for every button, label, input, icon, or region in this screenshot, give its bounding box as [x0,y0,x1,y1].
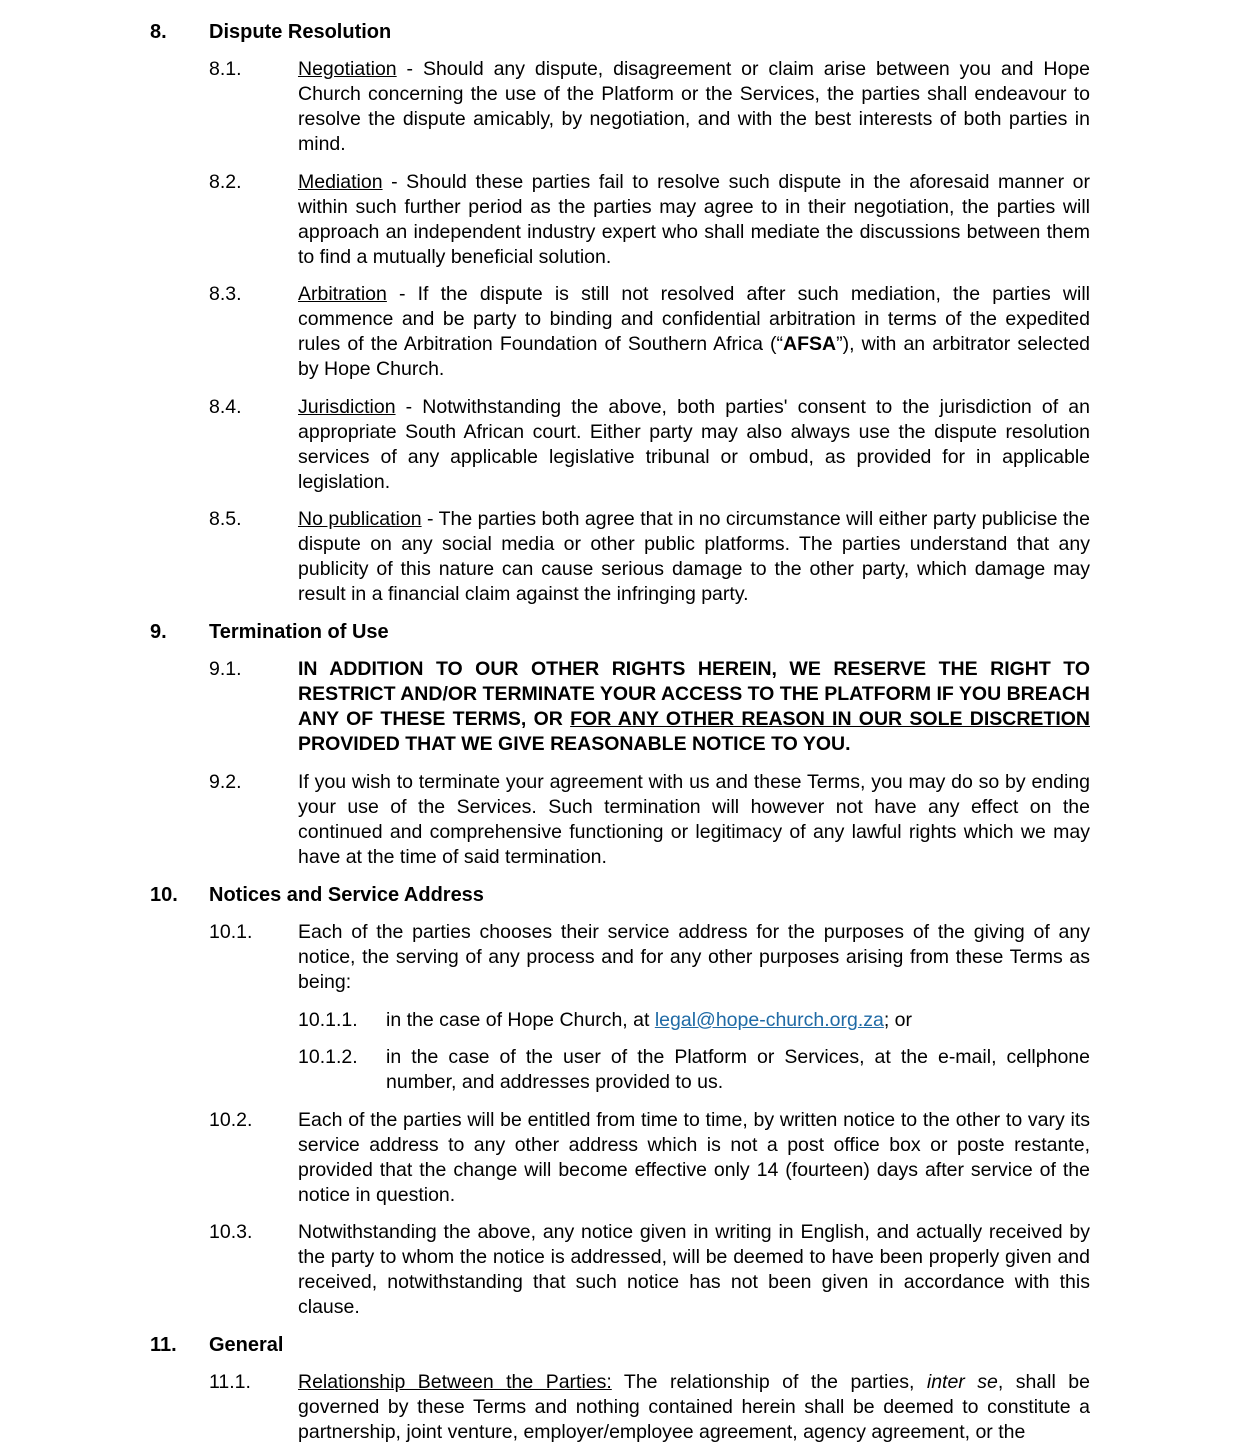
clause-8-5 [209,507,1090,607]
clause-text: Each of the parties chooses their service address for the purposes of the giving of any notice, the serving of any process and for any other purposes arising from these Terms as being: [298,921,1090,993]
clause-number: 8.5. [209,508,242,530]
clause-heading: Relationship Between the Parties: [298,1371,612,1393]
clause-8-3 [209,282,1090,382]
clause-11-1 [209,1370,1090,1445]
clause-heading: No publication [298,508,422,530]
clause-text: - Notwithstanding the above, both parties' consent to the jurisdiction of an appropriate South African court. Either party may also always use the dispute resolution services of any applicable legislative tribunal or ombud, as provided for in applicable legislation. [298,396,1090,493]
section-title: Dispute Resolution [209,21,392,43]
clause-text: The relationship of the parties, [611,1371,927,1393]
subclause-10-1-1 [298,1008,1090,1033]
clause-number: 9.1. [209,658,242,680]
subclause-number: 10.1.1. [298,1009,358,1031]
clause-heading: Negotiation [298,58,397,80]
subclause-number: 10.1.2. [298,1046,358,1068]
clause-heading: Jurisdiction [298,396,396,418]
clause-text-cont: PROVIDED THAT WE GIVE REASONABLE NOTICE TO YOU. [298,733,851,755]
clause-number: 8.3. [209,283,242,305]
clause-text: Each of the parties will be entitled from time to time, by written notice to the other to vary its service address to any other address which is not a post office box or poste restante, provided that the change will become effective only 14 (fourteen) days after service of the notice in question. [298,1109,1090,1206]
clause-9-2 [209,770,1090,870]
subclause-text: in the case of Hope Church, at [386,1009,655,1031]
clause-number: 11.1. [209,1371,251,1393]
section-title: Notices and Service Address [209,884,484,906]
clause-text-cont: ”), with an arbitrator selected by Hope Church. [298,333,1091,380]
clause-number: 8.1. [209,58,242,80]
clause-8-2 [209,170,1090,270]
clause-number: 8.4. [209,396,242,418]
clause-number: 9.2. [209,771,242,793]
clause-number: 10.1. [209,921,253,943]
clause-text: - Should these parties fail to resolve such dispute in the aforesaid manner or within such further period as the parties may agree to in their negotiation, the parties will approach an independent industry expert who shall mediate the discussions between them to find a mutually beneficial solution. [298,171,1090,268]
section-number: 10. [150,884,178,906]
clause-number: 10.2. [209,1109,253,1131]
clause-text: - The parties both agree that in no circumstance will either party publicise the dispute on any social media or other public platforms. The parties understand that any publicity of this nature can cause serious damage to the other party, which damage may result in a financial claim against the infringing party. [298,508,1090,605]
clause-text-italic: inter se [926,1371,998,1393]
section-number: 9. [150,621,167,643]
section-title: Termination of Use [209,621,389,643]
clause-9-1 [209,657,1090,757]
subclause-text: in the case of the user of the Platform or Services, at the e-mail, cellphone number, and addresses provided to us. [386,1046,1090,1093]
clause-heading: Arbitration [298,283,387,305]
clause-10-3 [209,1220,1090,1320]
clause-8-4 [209,395,1090,495]
clause-10-2 [209,1108,1090,1208]
defined-term-afsa: AFSA [783,333,837,355]
section-number: 11. [150,1334,177,1356]
clause-8-1 [209,57,1090,157]
clause-text: - If the dispute is still not resolved after such mediation, the parties will commence and be party to binding and confidential arbitration in terms of the expedited rules of the Arbitration Foundation of Southern Africa (“ [298,283,1090,355]
email-link[interactable]: legal@hope-church.org.za [654,1009,884,1031]
section-number: 8. [150,21,167,43]
clause-text: If you wish to terminate your agreement with us and these Terms, you may do so by ending your use of the Services. Such termination will however not have any effect on the continued and comprehensive functioning or legitimacy of any lawful rights which we may have at the time of said termination. [298,771,1090,868]
clause-text: IN ADDITION TO OUR OTHER RIGHTS HEREIN, WE RESERVE THE RIGHT TO RESTRICT AND/OR TERMINATE YOUR ACCESS TO THE PLATFORM IF YOU BREACH ANY OF THESE TERMS, OR [298,658,1090,730]
clause-number: 8.2. [209,171,242,193]
section-title: General [209,1334,284,1356]
clause-text: - Should any dispute, disagreement or claim arise between you and Hope Church concerning the use of the Platform or the Services, the parties shall endeavour to resolve the dispute amicably, by negotiation, and with the best interests of both parties in mind. [298,58,1090,155]
clause-text: Notwithstanding the above, any notice given in writing in English, and actually received by the party to whom the notice is addressed, will be deemed to have been properly given and received, notwithstanding that such notice has not been given in accordance with this clause. [298,1221,1090,1318]
clause-heading: Mediation [298,171,383,193]
clause-text-underlined: FOR ANY OTHER REASON IN OUR SOLE DISCRETION [570,708,1090,730]
clause-10-1 [209,920,1090,995]
clause-number: 10.3. [209,1221,253,1243]
subclause-text-cont: ; or [883,1009,913,1031]
clause-text-cont: , shall be governed by these Terms and nothing contained herein shall be deemed to constitute a partnership, joint venture, employer/employee agreement, agency agreement, or the [298,1371,1090,1443]
subclause-10-1-2 [298,1045,1090,1095]
